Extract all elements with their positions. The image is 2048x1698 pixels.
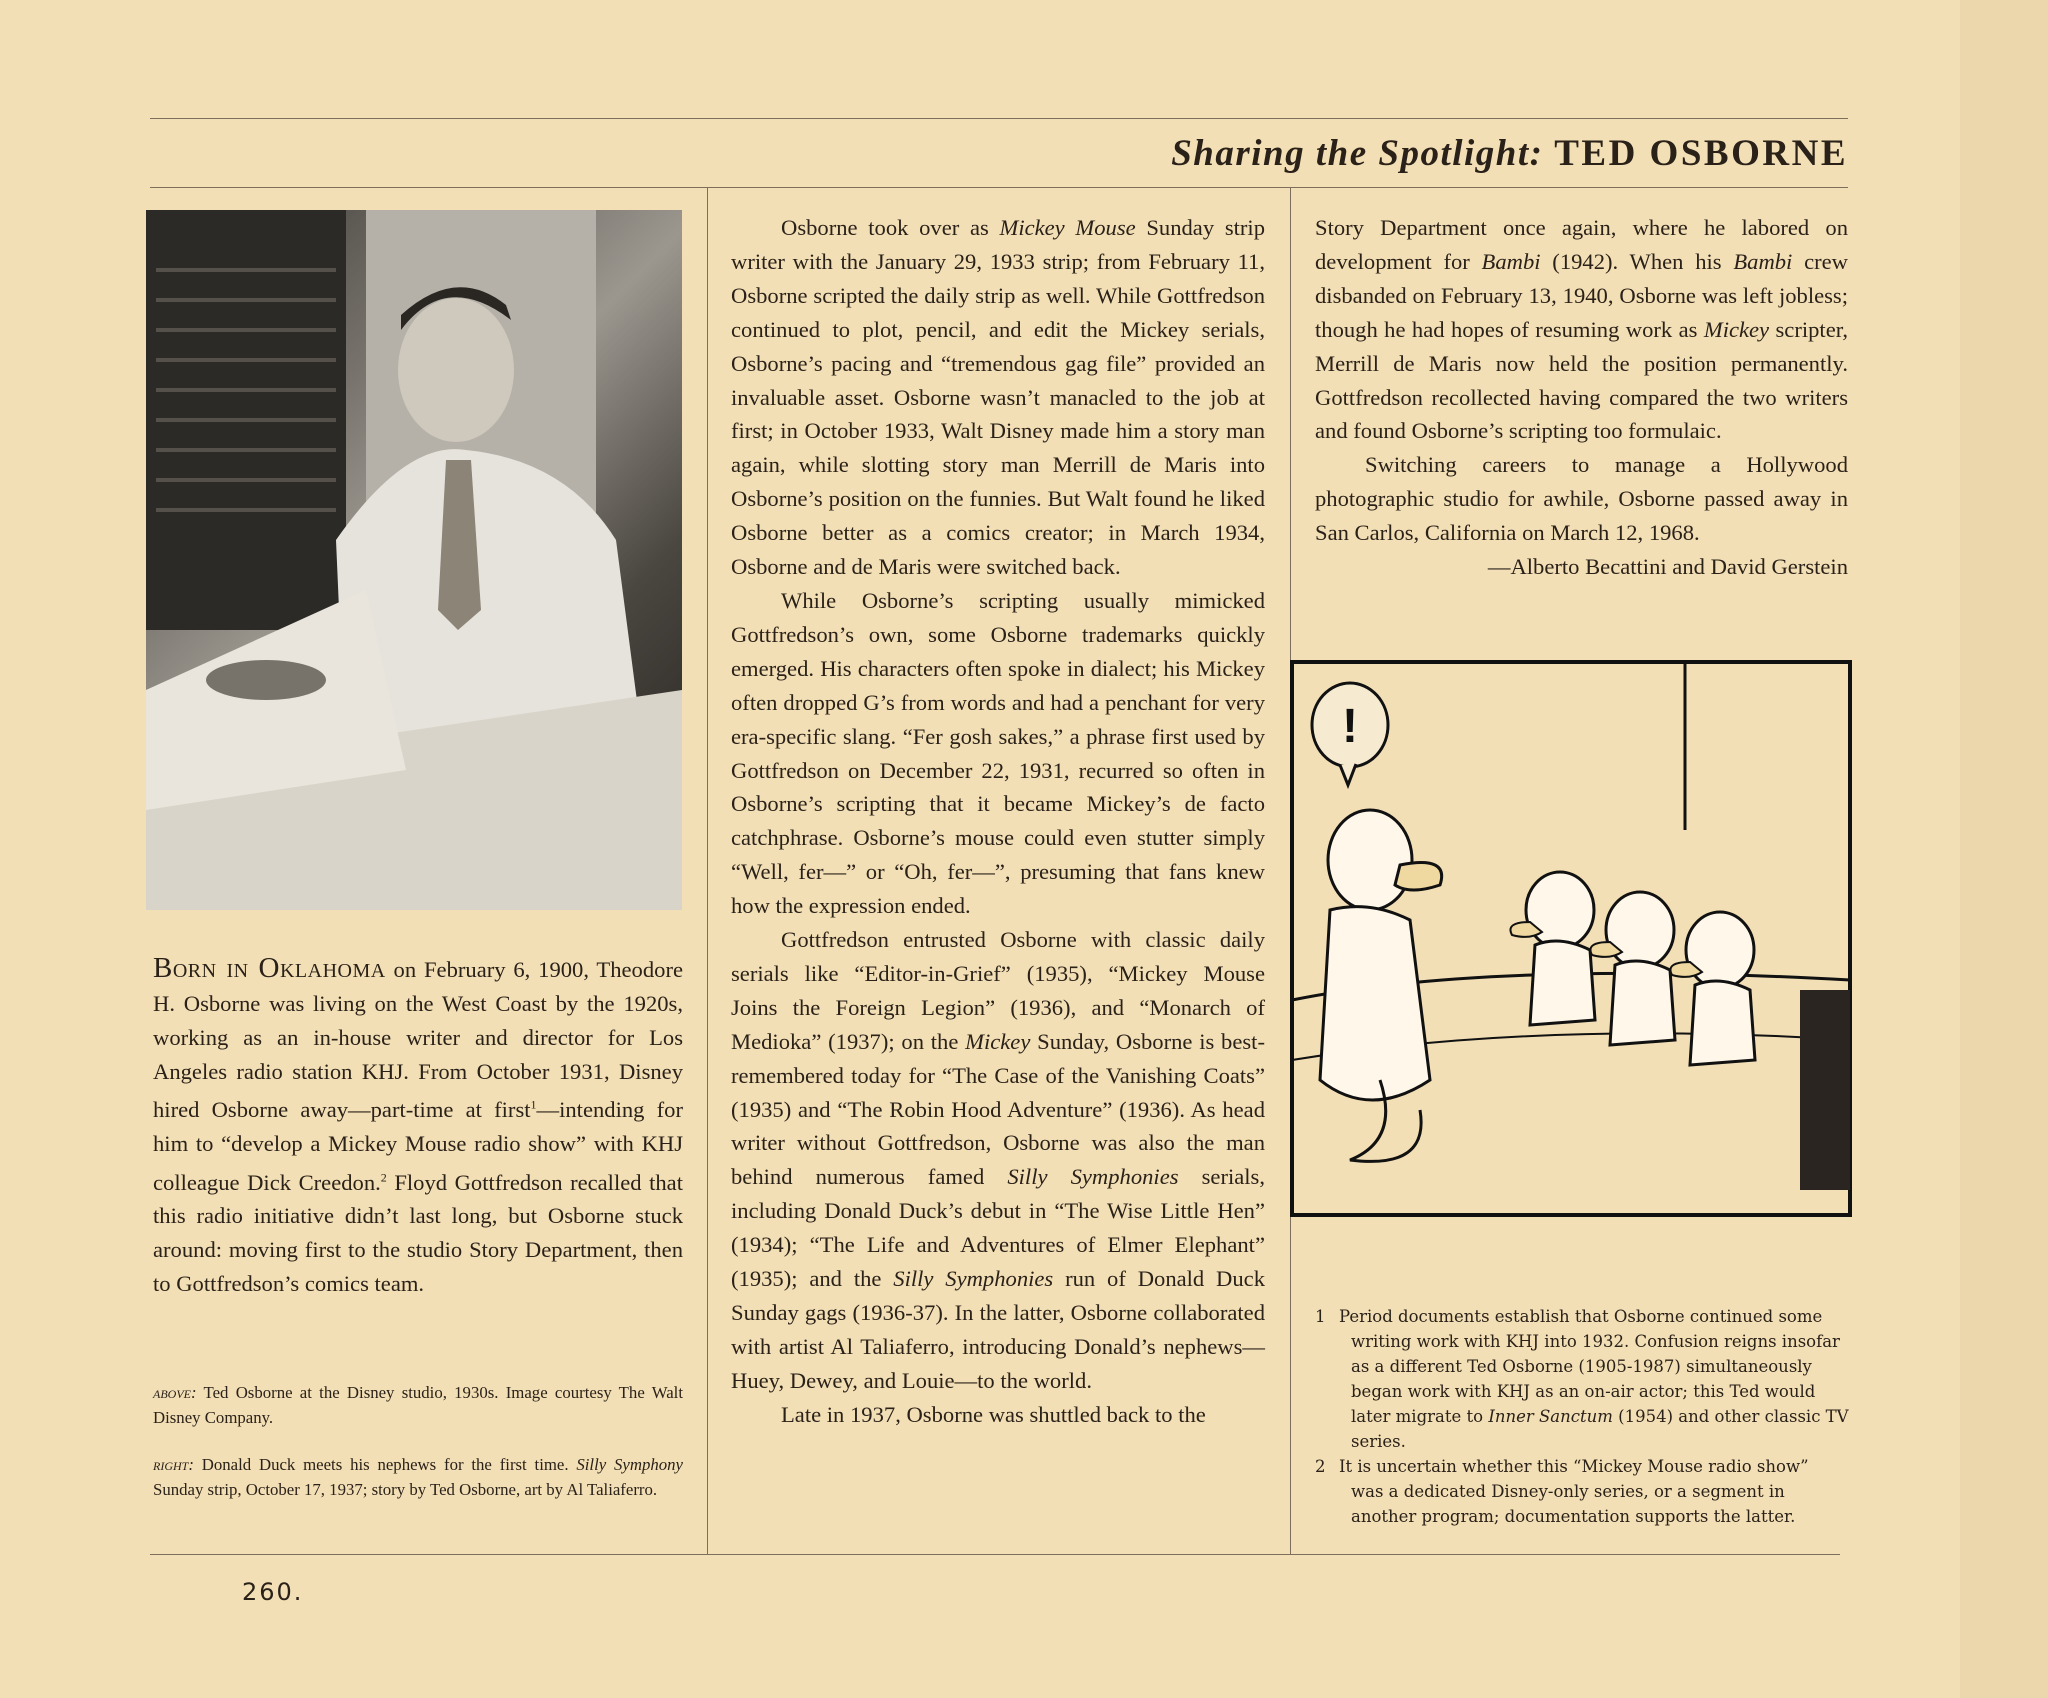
text-run: Mickey	[1703, 316, 1770, 342]
text-run: Bambi	[1481, 248, 1541, 274]
title-caps: TED OSBORNE	[1554, 133, 1848, 174]
caption-text	[153, 1455, 683, 1499]
exclamation-mark: !	[1342, 700, 1358, 753]
lead-in: Born in Oklahoma	[153, 952, 386, 984]
right-column	[1315, 211, 1848, 584]
text-run: —intending for him to “develop a Mickey Mouse radio show” with KHJ colleague Dick Creedon.	[153, 1097, 683, 1195]
text-run: Mickey	[965, 1028, 1031, 1054]
text-run: Osborne took over as	[781, 215, 1000, 240]
text-run: Silly Symphony	[576, 1455, 683, 1474]
header-rule	[150, 187, 1848, 188]
intro-text	[153, 957, 683, 1296]
text-run: While Osborne’s scripting usually mimicked Gottfredson’s own, some Osborne trademarks quickly emerged. His characters often spoke in dialect; his Mickey often dropped G’s from words and had a penchant for very era-specific slang. “Fer gosh sakes,” a phrase first used by Gottfredson on December 22, 1931, recurred so often in Osborne’s scripting that it became Mickey’s de facto catchphrase. Osborne’s mouse could even stutter simply “Well, fer—” or “Oh, fer—”, presuming that fans knew how the expression ended.	[731, 587, 1265, 919]
photo-illustration	[146, 210, 682, 910]
text-run: Mickey Mouse	[999, 215, 1136, 240]
page-edge	[1960, 0, 2048, 1698]
text-run: Bambi	[1733, 248, 1793, 274]
text-run: run of Donald Duck Sunday gags (1936-37). In the latter, Osborne collaborated with artist Al Taliaferro, introducing Donald’s nephews—Huey, Dewey, and Louie—to the world.	[731, 1266, 1265, 1393]
text-run: was a dedicated Disney-only series, or a segment in another program; documentation supports the latter.	[1351, 1482, 1796, 1526]
footnote-number: 1	[1315, 1307, 1326, 1326]
text-run: on February 6, 1900, Theodore H. Osborne was living on the West Coast by the 1920s, working as an in-house writer and director for Los Angeles radio station KHJ. From October 1931, Disney hired Osborne away—part-time at first	[153, 957, 683, 1123]
footnote-text	[1339, 1329, 1855, 1454]
signature: —Alberto Becattini and David Gerstein	[1487, 554, 1848, 580]
footnote-number: 2	[1315, 1457, 1326, 1476]
paragraph	[1315, 211, 1848, 448]
footnote-ref: 1	[530, 1097, 537, 1112]
text-run: Floyd Gottfredson recalled that this radio initiative didn’t last long, but Osborne stuck around: moving first to the studio Story Department, then to Gottfredson’s comics team.	[153, 1169, 683, 1297]
middle-column	[731, 211, 1265, 1432]
column-divider	[707, 187, 708, 1554]
page-title	[1171, 132, 1848, 175]
caption-label: right:	[153, 1455, 194, 1474]
paragraph	[731, 923, 1265, 1398]
comic-illustration	[1290, 660, 1852, 1217]
text-run: Inner Sanctum	[1488, 1407, 1613, 1426]
text-run: crew disbanded on February 13, 1940, Osborne was left jobless; though he had hopes of resuming work as	[1315, 248, 1848, 342]
footnote-1	[1315, 1304, 1855, 1454]
text-run: Sunday strip writer with the January 29, 1933 strip; from February 11, Osborne scripted the daily strip as well. While Gottfredson continued to plot, pencil, and edit the Mickey serials, Osborne’s pacing and “tremendous gag file” provided an invaluable asset. Osborne wasn’t manacled to the job at first; in October 1933, Walt Disney made him a story man again, while slotting story man Merrill de Maris into Osborne’s position on the funnies. But Walt found he liked Osborne better as a comics creator; in March 1934, Osborne and de Maris were switched back.	[731, 215, 1266, 580]
text-run: (1954) and other classic TV series.	[1351, 1407, 1849, 1451]
bottom-rule	[150, 1554, 1840, 1555]
title-italic: Sharing the Spotlight:	[1171, 133, 1544, 174]
text-run: Story Department once again, where he labored on development for	[1315, 215, 1848, 274]
caption-above	[153, 1380, 683, 1430]
text-run: writing work with KHJ into 1932. Confusion reigns insofar as a different Ted Osborne (1905-1987) simultaneously began work with KHJ as an on-air actor; this Ted would later migrate to	[1351, 1332, 1840, 1426]
text-run: Switching careers to manage a Hollywood photographic studio for awhile, Osborne passed away in San Carlos, California on March 12, 1968.	[1315, 452, 1848, 546]
text-run: scripter, Merrill de Maris now held the position permanently. Gottfredson recollected having compared the two writers and found Osborne’s scripting too formulaic.	[1315, 316, 1848, 444]
text-run: Donald Duck meets his nephews for the first time.	[193, 1455, 577, 1474]
top-rule	[150, 118, 1848, 119]
footnote-ref: 2	[380, 1169, 387, 1184]
photo-ted-osborne	[146, 210, 682, 910]
paragraph	[1315, 448, 1848, 550]
text-run: Gottfredson entrusted Osborne with classic daily serials like “Editor-in-Grief” (1935), “Mickey Mouse Joins the Foreign Legion” (1936), and “Monarch of Medioka” (1937); on the	[731, 927, 1265, 1054]
text-run: Silly Symphonies	[893, 1266, 1054, 1292]
intro-paragraph	[153, 952, 683, 1301]
paragraph	[731, 211, 1265, 584]
footnote-text: Period documents establish that Osborne continued some	[1339, 1307, 1823, 1326]
left-column	[153, 952, 683, 1301]
text-run: Silly Symphonies	[1007, 1164, 1179, 1190]
footnote-2	[1315, 1454, 1855, 1529]
text-run: (1942). When his	[1540, 248, 1734, 274]
text-run: serials, including Donald Duck’s debut in “The Wise Little Hen” (1934); “The Life and Adventures of Elmer Elephant” (1935); and the	[731, 1164, 1265, 1292]
text-run: Late in 1937, Osborne was shuttled back to the	[781, 1401, 1206, 1427]
footnote-text	[1339, 1479, 1855, 1529]
page-number: 260.	[242, 1578, 304, 1606]
paragraph	[731, 1398, 1265, 1432]
text-run: Sunday strip, October 17, 1937; story by Ted Osborne, art by Al Taliaferro.	[153, 1480, 658, 1499]
caption-text: Ted Osborne at the Disney studio, 1930s. Image courtesy The Walt Disney Company.	[153, 1383, 683, 1427]
caption-label: above:	[153, 1383, 197, 1402]
comic-panel	[1290, 660, 1852, 1217]
text-run: Sunday, Osborne is best-remembered today for “The Case of the Vanishing Coats” (1935) and “The Robin Hood Adventure” (1936). As head writer without Gottfredson, Osborne was also the man behind numerous famed	[731, 1028, 1265, 1190]
paragraph	[731, 584, 1265, 923]
caption-right	[153, 1452, 683, 1502]
footnote-text: It is uncertain whether this “Mickey Mouse radio show”	[1339, 1457, 1809, 1476]
